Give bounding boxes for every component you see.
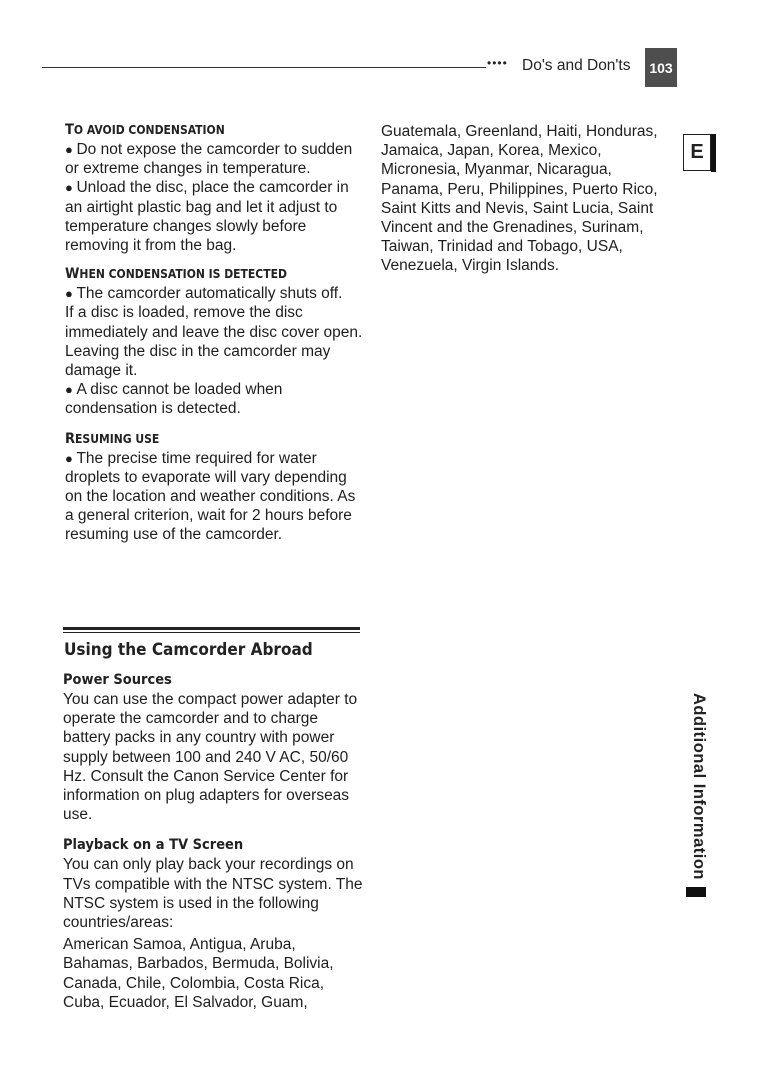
ntsc-countries-part2: Guatemala, Greenland, Haiti, Honduras, Jamaica, Japan, Korea, Mexico, Micronesia, Myanmar, Nicaragua, Panama, Peru, Philippines, Puerto Rico, Saint Kitts and Nevis, Saint Lucia, Saint Vincent and the Grenadines, Surinam, Taiwan, Trinidad and Tobago, USA, Venezuela, Virgin Islands.	[381, 123, 658, 275]
header-rule	[42, 67, 486, 68]
playback-heading: Playback on a TV Screen	[63, 837, 244, 854]
ntsc-countries-part1: American Samoa, Antigua, Aruba, Bahamas, Barbados, Bermuda, Bolivia, Canada, Chile, Colombia, Costa Rica, Cuba, Ecuador, El Salvador, Guam,	[63, 936, 334, 1011]
playback-body: You can only play back your recordings on TVs compatible with the NTSC system. The NTSC system is used in the following countries/areas:	[63, 856, 363, 932]
heading-cap: W	[65, 266, 80, 283]
heading-rest: HEN CONDENSATION IS DETECTED	[79, 267, 287, 282]
abroad-section	[63, 632, 363, 1012]
resuming-bullet-1: ● The precise time required for water droplets to evaporate will vary depending on the location and weather conditions. As a general criterion, wait for 2 hours before resuming use of the camcorder.	[65, 449, 365, 545]
detected-paragraph: If a disc is loaded, remove the disc immediately and leave the disc cover open. Leaving the disc in the camcorder may damage it.	[65, 304, 363, 380]
detected-heading	[65, 264, 365, 284]
detected-bullet-1: ● The camcorder automatically shuts off.	[65, 284, 365, 303]
header-dots: ••••	[487, 56, 508, 70]
heading-rest: ESUMING USE	[75, 431, 160, 446]
heading-rest: O AVOID CONDENSATION	[73, 123, 225, 137]
avoid-bullet-2: ● Unload the disc, place the camcorder in an airtight plastic bag and let it adjust to temperature changes slowly before removing it from the bag.	[65, 178, 365, 255]
section-side-label: Additional Information	[690, 693, 708, 880]
heading-cap: R	[65, 430, 76, 447]
side-marker-bar	[686, 887, 706, 897]
section-title: Using the Camcorder Abroad	[64, 640, 313, 660]
detected-bullet-2: ● A disc cannot be loaded when condensation is detected.	[65, 380, 365, 418]
avoid-bullet-1: ● Do not expose the camcorder to sudden or extreme changes in temperature.	[65, 140, 365, 178]
section-rule	[63, 627, 360, 630]
header-title: Do's and Don'ts	[522, 57, 631, 74]
power-sources-heading: Power Sources	[63, 672, 172, 688]
power-sources-body: You can use the compact power adapter to operate the camcorder and to charge battery packs in any country with power supply between 100 and 240 V AC, 50/60 Hz. Consult the Canon Service Center for information on plug adapters for overseas use.	[63, 691, 358, 824]
page-number-badge: 103	[645, 48, 677, 87]
language-tab: E	[683, 134, 711, 171]
condensation-column	[65, 120, 365, 545]
heading-cap: T	[65, 122, 74, 138]
avoid-condensation-heading	[65, 120, 365, 140]
resuming-heading	[65, 429, 365, 449]
ntsc-countries-continued	[381, 122, 673, 276]
